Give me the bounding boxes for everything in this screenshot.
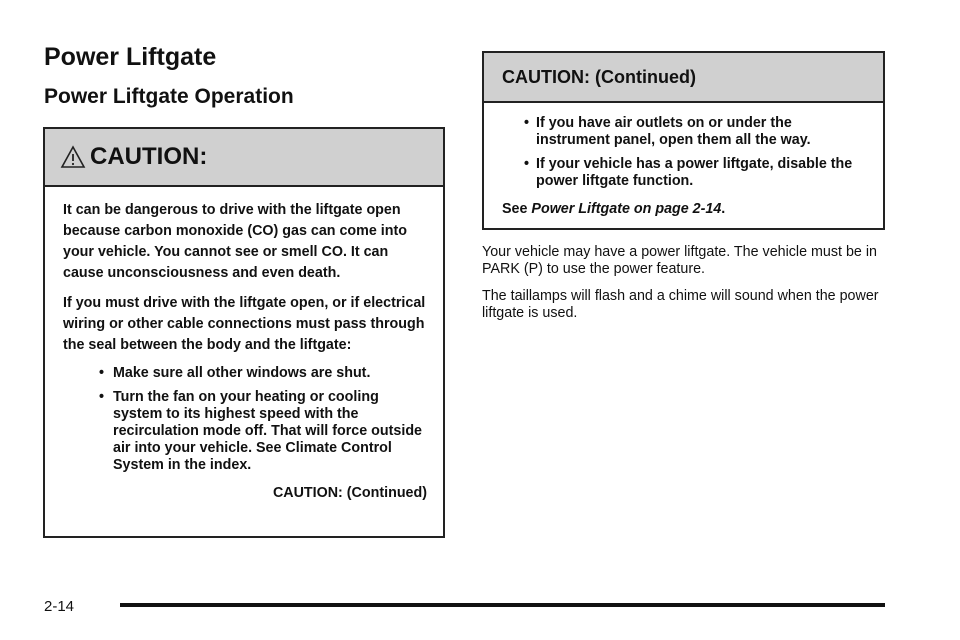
caution-continued-bullet-list [502,115,867,190]
section-heading: Power Liftgate Operation [44,85,294,108]
list-item: • If your vehicle has a power liftgate, disable the power liftgate function. [524,156,853,189]
caution-continued-box [482,51,885,230]
list-item: • If you have air outlets on or under the instrument panel, open them all the way. [524,115,811,148]
cross-reference: See Power Liftgate on page 2-14. [502,201,726,217]
cross-reference-link: Power Liftgate on page 2-14 [531,201,722,217]
footer-rule [120,603,885,607]
caution-continued-heading: CAUTION: (Continued) [502,66,696,87]
caution-box [43,127,445,538]
body-paragraph: The taillamps will flash and a chime will sound when the power liftgate is used. [482,288,879,321]
caution-box-header [45,129,443,187]
caution-bullet-list [63,365,427,474]
caution-paragraph: It can be dangerous to drive with the liftgate open because carbon monoxide (CO) gas can come into your vehicle. You cannot see or smell CO. It can cause unconsciousness and even death. [63,202,407,281]
caution-continued-body [484,103,883,220]
caution-paragraph: If you must drive with the liftgate open, or if electrical wiring or other cable connections must pass through the seal between the body and the liftgate: [63,295,426,353]
caution-heading: CAUTION: [90,143,208,170]
caution-continued-header [484,53,883,103]
caution-continued-label: CAUTION: (Continued) [272,485,427,501]
page-number: 2-14 [44,598,75,615]
list-item: • Turn the fan on your heating or cooling system to its highest speed with the recirculation mode off. That will force outside air into your vehicle. See Climate Control System in the index. [99,389,423,473]
warning-triangle-icon [60,144,86,170]
list-item: • Make sure all other windows are shut. [99,365,371,381]
caution-body [45,187,443,504]
page-title: Power Liftgate [44,43,217,71]
body-paragraph: Your vehicle may have a power liftgate. The vehicle must be in PARK (P) to use the power feature. [482,244,877,277]
